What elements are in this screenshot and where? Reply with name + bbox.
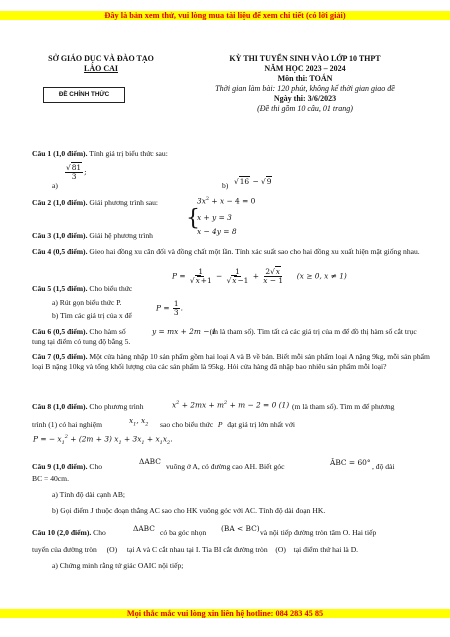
page-count: (Đề thi gồm 10 câu, 01 trang) — [257, 104, 353, 113]
condition-5b: P = $\frac{1}{3}$ . — [156, 299, 183, 317]
exam-header — [180, 54, 430, 114]
department-header — [36, 54, 166, 74]
triangle-abc-10: ΔABC — [133, 524, 155, 533]
school-year: NĂM HỌC 2023 – 2024 — [264, 64, 346, 73]
question-9-end: , độ dài — [372, 462, 395, 471]
condition-ba-bc: (BA < BC) — [221, 524, 260, 533]
angle-abc: ÂBC = 60° — [330, 458, 371, 467]
question-1b-label: b) — [222, 181, 229, 190]
question-10: Câu 10 (2,0 điểm). Cho — [32, 528, 106, 537]
question-6: Câu 6 (0,5 điểm). Cho hàm số (m là tham số). Tìm tất cả các giá trị của m để đồ thị hàm số cắt trục tung tại điểm có tung độ bằng 5. — [32, 327, 417, 346]
department-name: SỞ GIÁO DỤC VÀ ĐÀO TẠO — [48, 54, 154, 63]
question-5a: a) Rút gọn biểu thức P. — [52, 298, 122, 307]
question-8: Câu 8 (1,0 điểm). Cho phương trình — [32, 402, 144, 411]
question-5: Câu 5 (1,5 điểm). Cho biểu thức — [32, 284, 133, 293]
question-10-end: và nội tiếp đường tròn tâm O. Hai tiếp — [260, 528, 377, 537]
question-10-mid: có ba góc nhọn — [160, 528, 207, 537]
exam-title: KỲ THI TUYỂN SINH VÀO LỚP 10 THPT — [229, 54, 381, 63]
equation-8: $x^2 + 2mx + m^2 + m - 2 = 0$ (1) — [172, 400, 290, 410]
subject: Môn thi: TOÁN — [277, 74, 333, 83]
official-exam-stamp: ĐỀ CHÍNH THỨC — [43, 87, 125, 103]
system-equation-1: x + y = 3 — [197, 213, 232, 222]
equation-2: $3x^2 + x - 4 = 0$ — [197, 196, 256, 206]
question-3: Câu 3 (1,0 điểm). Giải hệ phương trình — [32, 231, 153, 240]
question-1a-label: a) — [52, 181, 58, 190]
system-equation-2: x − 4y = 8 — [197, 227, 237, 236]
roots-8: $x_1$, $x_2$ — [129, 416, 149, 428]
preview-notice-banner: Đây là bản xem thử, vui lòng mua tài liệu để xem chi tiết (có lời giải) — [0, 11, 450, 20]
question-10-line2: tuyến của đường tròn (O) tại A và C cắt nhau tại I. Tia BI cắt đường tròn (O) tại điểm thứ hai là D. — [32, 545, 359, 554]
expression-8: P = − $x_1^2 + (2m + 3) x_1 + 3x_1 + x_1x_2$. — [33, 434, 173, 446]
question-8-line2: trình (1) có hai nghiệm — [32, 420, 103, 429]
expression-p: P = 1 √ x+1 − 1 √ x−1 + $\frac{2√ x}{x - 1}$ (x ≥ 0, x ≠ 1) — [172, 268, 347, 285]
question-5b: b) Tìm các giá trị của x để — [52, 311, 132, 320]
function-6: y = mx + 2m − 1 — [152, 327, 217, 336]
question-1: Câu 1 (1,0 điểm). Tính giá trị biểu thức sau: — [32, 149, 168, 158]
exam-date: Ngày thi: 3/6/2023 — [273, 94, 337, 103]
question-7: Câu 7 (0,5 điểm). Một cửa hàng nhập 10 sản phẩm gồm hai loại A và B về bán. Biết mỗi sản phẩm loại A nặng 9kg, mỗi sản phẩm loại B nặng 10kg và tổng khối lượng của các sản phẩm là 95kg. Hỏi cửa hàng đã nhập bao nhiêu sản phẩm mỗi loại? — [32, 352, 430, 371]
question-8-tail: (m là tham số). Tìm m để phương — [292, 402, 395, 411]
question-9b: b) Gọi điểm J thuộc đoạn thẳng AC sao cho HK vuông góc với AC. Tính độ dài đoạn HK. — [52, 506, 326, 515]
system-brace: { — [186, 206, 200, 231]
expression-1a: √ $\frac{81}{3}$ ; — [64, 164, 87, 181]
question-4: Câu 4 (0,5 điểm). Gieo hai đồng xu cân đối và đồng chất một lần. Tính xác suất sao cho hai đồng xu xuất hiện mặt giống nhau. — [32, 247, 420, 256]
triangle-abc-9: ΔABC — [139, 457, 161, 466]
expression-1b: √ 16 − √ 9 — [234, 177, 272, 186]
hotline-banner: Mọi thắc mắc vui lòng xin liên hệ hotline: 084 283 45 85 — [0, 609, 450, 618]
question-8-line2b: sao cho biểu thức P đạt giá trị lớn nhất với — [160, 420, 295, 429]
question-9: Câu 9 (1,0 điểm). Cho — [32, 462, 103, 471]
question-2: Câu 2 (1,0 điểm). Giải phương trình sau: — [32, 198, 159, 207]
question-10a: a) Chứng minh rằng tứ giác OAIC nội tiếp; — [52, 561, 184, 570]
time-limit: Thời gian làm bài: 120 phút, không kể thời gian giao đề — [215, 84, 395, 93]
question-9a: a) Tính độ dài cạnh AB; — [52, 490, 126, 499]
question-9-mid: vuông ở A, có đường cao AH. Biết góc — [166, 462, 285, 471]
province-name: LÀO CAI — [83, 64, 118, 73]
question-9-bc: BC = 40cm. — [32, 474, 69, 483]
